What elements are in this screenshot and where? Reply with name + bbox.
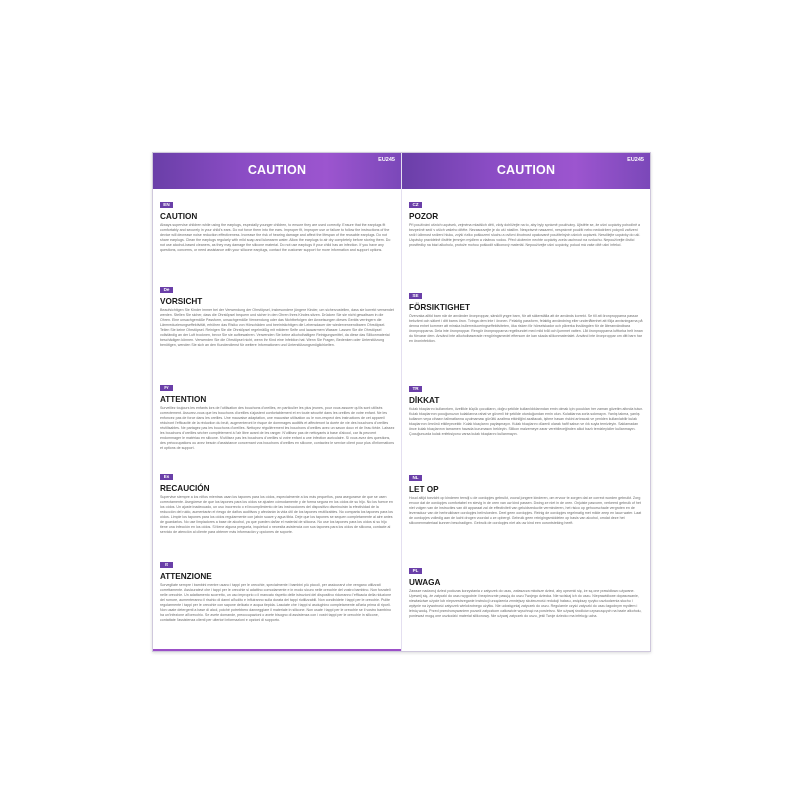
language-badge: CZ	[409, 202, 422, 208]
section-heading: FÖRSIKTIGHET	[409, 303, 470, 312]
language-badge: EN	[160, 202, 173, 208]
section-body: Surveillez toujours les enfants lors de l'utilisation des bouchons d'oreilles, en particulier les plus jeunes, pour vous assurer qu'ils sont utilisés correctement. Assurez-vous que les bouchons d'oreilles s'ajustent confortablement et en toute sécurité dans les oreilles de votre enfant. Ne les enfoncez pas de force dans les oreilles. Une mauvaise adaptation, une mauvaise utilisation ou le non-respect des instructions de cet appareil réduiront l'efficacité de la réduction du bruit, augmenteront le risque de dommages auditifs et affecteront la durée de vie des bouchons d'oreilles réutilisables. Ne partagez pas les bouchons d'oreilles. Nettoyez régulièrement les bouchons d'oreilles avec un savon doux et de l'eau tiède. Laissez les bouchons d'oreilles sécher complètement à l'air libre avant de les ranger. N'utilisez pas de nettoyants à base d'alcool, car ils peuvent endommager le matériau en silicone. N'utilisez pas les bouchons d'oreilles si votre enfant a une infection auriculaire. Si vous avez des questions, des préoccupations ou avez besoin d'assistance concernant vos bouchons d'oreilles en silicone, contactez le service client pour plus d'informations et options de support.	[160, 405, 395, 450]
section-de	[160, 278, 395, 348]
section-body: Supervise siempre a los niños mientras usan los tapones para los oídos, especialmente a los más pequeños, para asegurarse de que se usen correctamente. Asegúrese de que los tapones para los oídos se ajusten cómodamente y de forma segura en los oídos de su hijo. No los fuerce en los oídos. Un ajuste inadecuado, un uso incorrecto o el incumplimiento de las instrucciones del dispositivo disminuirán la efectividad de la reducción del ruido, aumentarán el riesgo de daños auditivos y afectarán la vida útil de los tapones reutilizables. No comparta los tapones para los oídos. Limpie los tapones para los oídos regularmente con jabón suave y agua tibia. Deje que los tapones se sequen completamente al aire antes de guardarlos. No use limpiadores a base de alcohol, ya que pueden dañar el material de silicona. No use los tapones para los oídos si su hijo tiene una infección en los oídos. Si tiene alguna pregunta, inquietud o necesita asistencia con sus tapones para los oídos de silicona, contacte al servicio de atención al cliente para obtener más información y opciones de soporte.	[160, 494, 393, 534]
section-heading: RECAUCIÓN	[160, 484, 210, 493]
section-se	[409, 284, 644, 344]
section-cz	[409, 193, 644, 248]
caution-banner	[402, 153, 650, 189]
product-code: EU245	[627, 157, 644, 163]
caution-banner	[153, 153, 401, 189]
section-tr	[409, 377, 644, 437]
language-badge: SE	[409, 293, 422, 299]
language-badge: PL	[409, 568, 422, 574]
section-heading: ATTENTION	[160, 395, 207, 404]
language-badge: Es	[160, 474, 173, 480]
language-badge: It	[160, 562, 173, 568]
banner-title: CAUTION	[247, 163, 307, 177]
section-list	[402, 189, 650, 651]
language-badge: NL	[409, 475, 422, 481]
section-heading: CAUTION	[160, 212, 198, 221]
section-heading: DİKKAT	[409, 396, 440, 405]
section-pl	[409, 559, 644, 619]
section-it	[160, 553, 395, 623]
section-nl	[409, 466, 644, 526]
section-heading: POZOR	[409, 212, 439, 221]
instruction-sheet	[152, 152, 651, 652]
section-body: Zawsze nadzoruj dzieci podczas korzystania z zatyczek do uszu, zwłaszcza młodsze dzieci, aby upewnić się, że są one prawidłowo używane. Upewnij się, że zatyczki do uszu wygodnie i bezpiecznie pasują do uszu Twojego dziecka. Nie wciskaj ich do uszu. Nieprawidłowe dopasowanie, niewłaściwe użycie lub nieprzestrzeganie instrukcji urządzenia zmniejszy skuteczność redukcji hałasu, zwiększy ryzyko uszkodzenia słuchu i wpłynie na żywotność zatyczek wielokrotnego użytku. Nie udostępniaj zatyczek do uszu. Regularnie czyść zatyczki do uszu łagodnym mydłem i letnią wodą. Przed przechowywaniem pozwól zatyczkom całkowicie wyschnąć na powietrzu. Nie używaj środków czyszczących na bazie alkoholu, ponieważ mogą one uszkodzić materiał silikonowy. Nie używaj zatyczek do uszu, jeśli Twoje dziecko ma infekcję ucha.	[409, 588, 642, 618]
left-panel	[153, 153, 401, 651]
section-heading: LET OP	[409, 485, 439, 494]
section-fr	[160, 376, 395, 451]
section-body: Kulak tıkaçlarını kullanırken, özellikle küçük çocukların, doğru şekilde kullanıldıklarından emin olmak için çocukları her zaman gözetim altında tutun. Kulak tıkaçlarının çocuğunuzun kulaklarına rahat ve güvenli bir şekilde oturduğundan emin olun. Kulaklarına zorla sokmayın. Yanlış takma, yanlış kullanım veya cihazın talimatlarına uyulmaması gürültü azaltma etkinliğini azaltacak, işitme hasarı riskini artıracak ve yeniden kullanılabilir kulak tıkaçlarının ömrünü etkileyecektir. Kulak tıkaçlarını paylaşmayın. Kulak tıkaçlarını düzenli olarak hafif sabun ve ılık suyla temizleyin. Saklamadan önce kulak tıkaçlarının tamamen havada kurumasını bekleyin. Silikon malzemeye zarar verebileceğinden alkol bazlı temizleyiciler kullanmayın. Çocuğunuzda kulak enfeksiyonu varsa kulak tıkaçlarını kullanmayın.	[409, 406, 644, 436]
section-en	[160, 193, 395, 253]
product-code: EU245	[378, 157, 395, 163]
language-badge: TR	[409, 386, 422, 392]
banner-title: CAUTION	[496, 163, 556, 177]
section-list	[153, 189, 401, 649]
section-body: Sorvegliate sempre i bambini mentre usano i tappi per le orecchie, specialmente i bambini più piccoli, per assicurarvi che vengano utilizzati correttamente. Assicuratevi che i tappi per le orecchie si adattino comodamente e in modo sicuro nelle orecchie del vostro bambino. Non forzateli nelle orecchie. Un adattamento scorretto, un uso improprio o il mancato rispetto delle istruzioni del dispositivo ridurranno l'efficacia della riduzione del rumore, aumenteranno il rischio di danni all'udito e influiranno sulla durata dei tappi riutilizzabili. Non condividete i tappi per le orecchie. Pulite regolarmente i tappi per le orecchie con sapone delicato e acqua tiepida. Lasciate che i tappi si asciughino completamente all'aria prima di riporli. Non usate detergenti a base di alcol, poiché potrebbero danneggiare il materiale in silicone. Non usate i tappi per le orecchie se il vostro bambino ha un'infezione all'orecchio. Se avete domande, preoccupazioni o avete bisogno di assistenza con i vostri tappi per le orecchie in silicone, contattate l'assistenza clienti per ulteriori informazioni e opzioni di supporto.	[160, 582, 392, 622]
language-badge: De	[160, 287, 173, 293]
section-heading: UWAGA	[409, 578, 441, 587]
section-body: Beaufsichtigen Sie Kinder immer bei der Verwendung der Ohrstöpsel, insbesondere jüngere Kinder, um sicherzustellen, dass sie korrekt verwendet werden. Stellen Sie sicher, dass die Ohrstöpsel bequem und sicher in den Ohren Ihres Kindes sitzen. Drücken Sie sie nicht gewaltsam in die Ohren. Eine unsachgemäße Passform, unsachgemäße Verwendung oder das Nichtbefolgen der Anweisungen dieses Geräts verringern die Lärmreduzierungseffektivität, erhöhen das Risiko von Hörschäden und beeinträchtigen die Lebensdauer der wiederverwendbaren Ohrstöpsel. Teilen Sie keine Ohrstöpsel. Reinigen Sie die Ohrstöpsel regelmäßig mit milderer Seife und lauwarmem Wasser. Lassen Sie die Ohrstöpsel vollständig an der Luft trocknen, bevor Sie sie aufbewahren. Verwenden Sie keine alkoholhaltigen Reinigungsmittel, da diese das Silikonmaterial beschädigen können. Verwenden Sie die Ohrstöpsel nicht, wenn Ihr Kind eine Infektion hat. Wenn Sie Fragen, Bedenken oder Unterstützung benötigen, wenden Sie sich an den Kundendienst für weitere Informationen und Unterstützungsmöglichkeiten.	[160, 307, 394, 347]
language-badge: Fr	[160, 385, 173, 391]
right-panel	[401, 153, 650, 651]
section-body: Always supervise children while using the earplugs, especially younger children, to ensure they are used correctly. Ensure that the earplugs fit comfortably and securely in your child's ears. Do not force them into the ears. Improper fit, improper use or failure to follow the instructions of the device will decrease noise reduction effectiveness. Increase the risk of hearing damage and affect the lifespan of the reusable earplugs. Do not share earplugs. Clean the earplugs regularly with mild soap and lukewarm water. Allow the earplugs to air dry completely before storing them. Do not use alcohol-based cleaners, as they may damage the silicone material. Do not use earplugs if your child has an infection. If you have any questions, concerns, or need assistance with your silicone earplugs, contact the customer support for more information and support options.	[160, 222, 391, 252]
section-es	[160, 465, 395, 535]
section-heading: ATTENZIONE	[160, 572, 212, 581]
section-body: Při používání ušních ucpávek, zejména mladších dětí, vždy dohlížejte na to, aby byly správně používány. Ujistěte se, že ušní ucpávky pohodlně a bezpečně sedí v uších vašeho dítěte. Nezasouvejte je do uší násilím. Nesprávné nasazení, nesprávné použití nebo nedodržení pokynů zařízení sníží účinnost snížení hluku, zvýší riziko poškození sluchu a ovlivní životnost opakovaně použitelných ušních ucpávek. Nesdílejte ucpávky do uší. Ucpávky pravidelně čistěte jemným mýdlem a vlažnou vodou. Před uložením nechte ucpávky zcela uschnout na vzduchu. Nepoužívejte čisticí prostředky na bázi alkoholu, protože mohou poškodit silikonový materiál. Nepoužívejte ušní ucpávky, pokud má vaše dítě ušní infekci.	[409, 222, 641, 247]
section-body: Övervaka alltid barn när de använder öronproppar, särskilt yngre barn, för att säkerställa att de används korrekt. Se till att öronpropparna passar bekvämt och säkert i ditt barns öron. Tvinga dem inte i öronen. Felaktig passform, felaktig användning eller underlåtenhet att följa anvisningarna på denna enhet kommer att minska bullerreduceringseffektiviteten, öka risken för hörselskador och påverka livslängden för de återanvändbara öronpropparna. Dela inte öronproppar. Rengör öronpropparna regelbundet med mild tvål och ljummet vatten. Låt öronpropparna lufttorka helt innan du förvarar dem. Använd inte alkoholbaserade rengöringsmedel eftersom de kan skada silikonmaterialet. Använd inte öronproppar om ditt barn har en öroninfektion.	[409, 313, 643, 343]
section-heading: VORSICHT	[160, 297, 203, 306]
section-body: Houd altijd toezicht op kinderen terwijl u de oordopjes gebruikt, vooral jongere kinderen, om ervoor te zorgen dat ze correct worden gebruikt. Zorg ervoor dat de oordopjes comfortabel en stevig in de oren van uw kind passen. Dwing ze niet in de oren. Onjuiste pasvorm, verkeerd gebruik of het niet volgen van de instructies van dit apparaat zal de effectiviteit van geluidsreductie verminderen, het risico op gehoorschade vergroten en de levensduur van de herbruikbare oordopjes beïnvloeden. Deel geen oordopjes. Reinig de oordopjes regelmatig met milde zeep en lauw water. Laat de oordopjes volledig aan de lucht drogen voordat u ze opbergt. Gebruik geen reinigingsmiddelen op basis van alcohol, omdat deze het siliconenmateriaal kunnen beschadigen. Gebruik de oordopjes niet als uw kind een oorontsteking heeft.	[409, 495, 642, 525]
